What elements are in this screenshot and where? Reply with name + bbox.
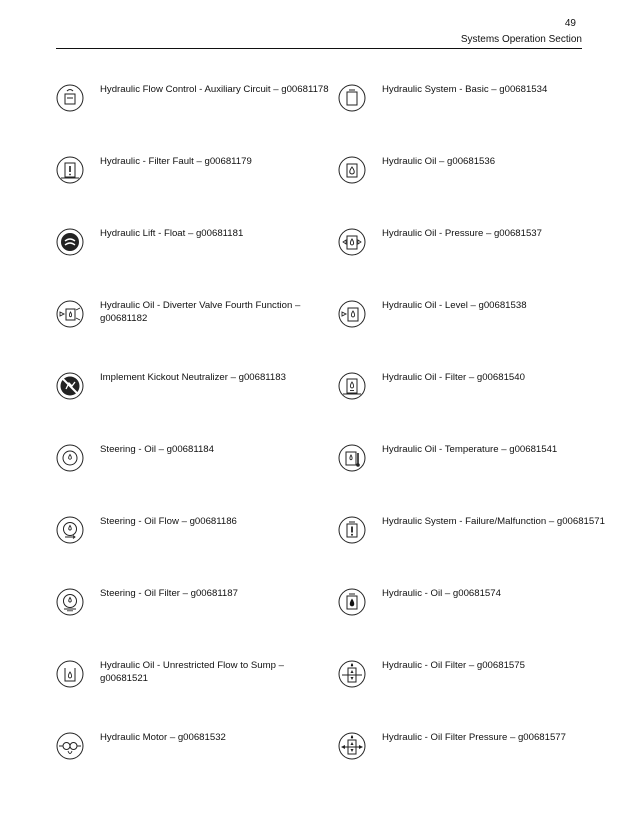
- entry-text: Hydraulic System - Failure/Malfunction – g00681571: [382, 516, 605, 527]
- entry-text: Hydraulic Oil - Level – g00681538: [382, 300, 527, 311]
- entry-text: Hydraulic Flow Control - Auxiliary Circuit – g00681178: [100, 84, 329, 95]
- hydraulic-lift-float-icon: [56, 228, 84, 256]
- entry-text: Hydraulic Oil – g00681536: [382, 156, 496, 167]
- section-title: Systems Operation Section: [460, 34, 582, 45]
- steering-oil-filter-icon: [56, 588, 84, 616]
- entry-text: Hydraulic Oil - Pressure – g00681537: [382, 228, 542, 239]
- symbol-entry: [338, 660, 618, 710]
- header-rule: [56, 48, 582, 49]
- entry-text: Hydraulic Oil - Filter – g00681540: [382, 372, 525, 383]
- entry-text: Steering - Oil – g00681184: [100, 444, 214, 455]
- hydraulic-system-basic-icon: [338, 84, 366, 112]
- symbol-entry: [56, 660, 336, 710]
- hydraulic-oil-filter-icon: [338, 372, 366, 400]
- hydraulic-oil-temperature-icon: [338, 444, 366, 472]
- entry-text: Hydraulic - Filter Fault – g00681179: [100, 156, 252, 167]
- hydraulic-oil-level-icon: [338, 300, 366, 328]
- symbol-entry: [338, 372, 618, 422]
- hydraulic-oil-pressure-icon: [338, 228, 366, 256]
- symbol-entry: [56, 516, 336, 566]
- entry-text: Hydraulic Oil - Temperature – g00681541: [382, 444, 558, 455]
- entry-text: Hydraulic Oil - Unrestricted Flow to Sump – g00681521: [100, 660, 284, 684]
- entry-text: Steering - Oil Filter – g00681187: [100, 588, 238, 599]
- symbol-entry: [338, 732, 618, 782]
- entry-text: Hydraulic Oil - Diverter Valve Fourth Function – g00681182: [100, 300, 301, 324]
- hydraulic-flow-control-aux-icon: [56, 84, 84, 112]
- hydraulic-oil-icon: [338, 156, 366, 184]
- hydraulic-oil-filter-pressure-icon: [338, 732, 366, 760]
- symbol-entry: [56, 372, 336, 422]
- symbol-entry: [56, 84, 336, 134]
- unrestricted-flow-sump-icon: [56, 660, 84, 688]
- entry-text: Hydraulic Motor – g00681532: [100, 732, 226, 743]
- entry-text: Hydraulic - Oil Filter Pressure – g00681577: [382, 732, 566, 743]
- hydraulic-oil-filled-icon: [338, 588, 366, 616]
- steering-oil-icon: [56, 444, 84, 472]
- symbol-entry: [338, 228, 618, 278]
- symbol-entry: [56, 588, 336, 638]
- symbol-entry: [338, 588, 618, 638]
- entry-text: Hydraulic - Oil Filter – g00681575: [382, 660, 525, 671]
- symbol-entry: [56, 228, 336, 278]
- symbol-entry: [56, 300, 336, 350]
- hydraulic-filter-fault-icon: [56, 156, 84, 184]
- entry-text: Steering - Oil Flow – g00681186: [100, 516, 237, 527]
- symbol-entry: [56, 156, 336, 206]
- symbol-entry: [338, 84, 618, 134]
- symbol-entry: [338, 300, 618, 350]
- entry-text: Hydraulic System - Basic – g00681534: [382, 84, 548, 95]
- symbol-entry: [56, 444, 336, 494]
- symbol-entry: [338, 156, 618, 206]
- hydraulic-system-failure-icon: [338, 516, 366, 544]
- hydraulic-motor-icon: [56, 732, 84, 760]
- symbol-entry: [338, 444, 618, 494]
- page-number: 49: [564, 18, 576, 29]
- steering-oil-flow-icon: [56, 516, 84, 544]
- diverter-valve-icon: [56, 300, 84, 328]
- entry-text: Implement Kickout Neutralizer – g00681183: [100, 372, 286, 383]
- implement-kickout-neutralizer-icon: [56, 372, 84, 400]
- symbol-entry: [338, 516, 618, 566]
- symbol-entry: [56, 732, 336, 782]
- entry-text: Hydraulic Lift - Float – g00681181: [100, 228, 244, 239]
- entry-text: Hydraulic - Oil – g00681574: [382, 588, 501, 599]
- hydraulic-oil-filter-element-icon: [338, 660, 366, 688]
